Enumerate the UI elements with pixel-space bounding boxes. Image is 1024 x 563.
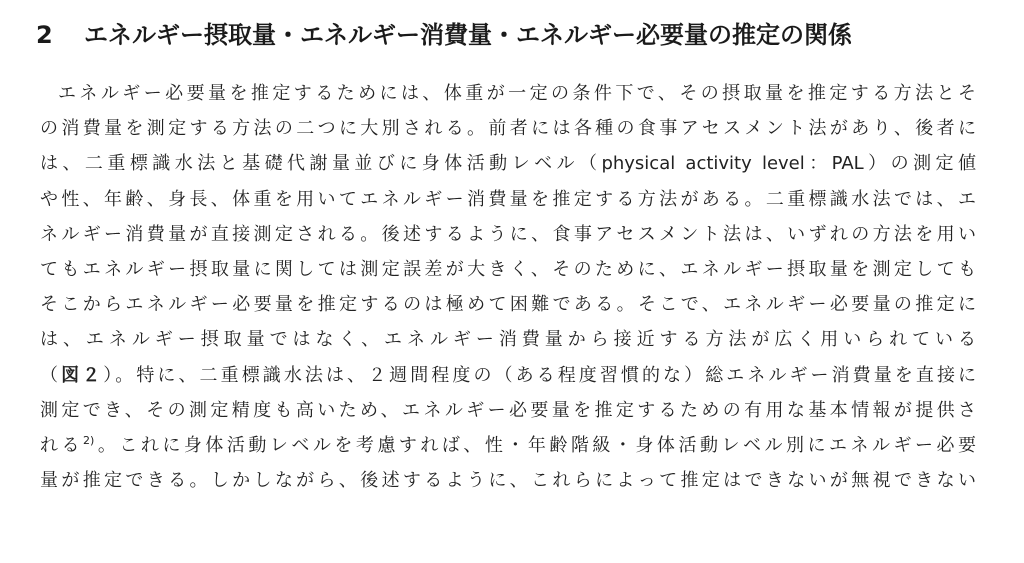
paragraph-line: エネルギー必要量を推定するためには、体重が一定の条件下で、その摂取量を推定する方法とそ — [58, 83, 976, 104]
line-text: れる — [40, 434, 84, 456]
section-title: エネルギー摂取量・エネルギー消費量・エネルギー必要量の推定の関係 — [84, 21, 852, 49]
paragraph-line: は、二重標識水法と基礎代謝量並びに身体活動レベル（physical activity level：PAL）の測定値 — [40, 153, 976, 175]
paragraph-line: そこからエネルギー必要量を推定するのは極めて困難である。そこで、エネルギー必要量の推定に — [40, 294, 976, 316]
body-paragraph — [40, 76, 976, 498]
paragraph-line: は、エネルギー摂取量ではなく、エネルギー消費量から接近する方法が広く用いられている — [40, 329, 976, 351]
line-text: 。これに身体活動レベルを考慮すれば、性・年齢階級・身体活動レベル別にエネルギー必要 — [94, 434, 977, 456]
figure-reference: 図２ — [61, 364, 104, 386]
paragraph-line: 量が推定できる。しかしながら、後述するように、これらによって推定はできないが無視できない — [40, 470, 976, 492]
citation-reference: 2) — [83, 433, 95, 447]
paragraph-line — [40, 358, 976, 393]
paragraph-line: の消費量を測定する方法の二つに大別される。前者には各種の食事アセスメント法があり、後者に — [40, 118, 976, 140]
paragraph-line: 測定でき、その測定精度も高いため、エネルギー必要量を推定するための有用な基本情報が提供さ — [40, 399, 976, 421]
paragraph-line — [40, 428, 976, 463]
section-number: 2 — [36, 21, 53, 49]
line-text: ）。特に、二重標識水法は、２週間程度の（ある程度習慣的な）総エネルギー消費量を直接に — [103, 364, 977, 386]
section-heading — [36, 20, 852, 50]
paragraph-line: てもエネルギー摂取量に関しては測定誤差が大きく、そのために、エネルギー摂取量を測定しても — [40, 258, 976, 280]
paren-open: （ — [40, 364, 62, 386]
paragraph-line: や性、年齢、身長、体重を用いてエネルギー消費量を推定する方法がある。二重標識水法では、エ — [40, 188, 976, 210]
paragraph-line: ネルギー消費量が直接測定される。後述するように、食事アセスメント法は、いずれの方法を用い — [40, 223, 976, 245]
